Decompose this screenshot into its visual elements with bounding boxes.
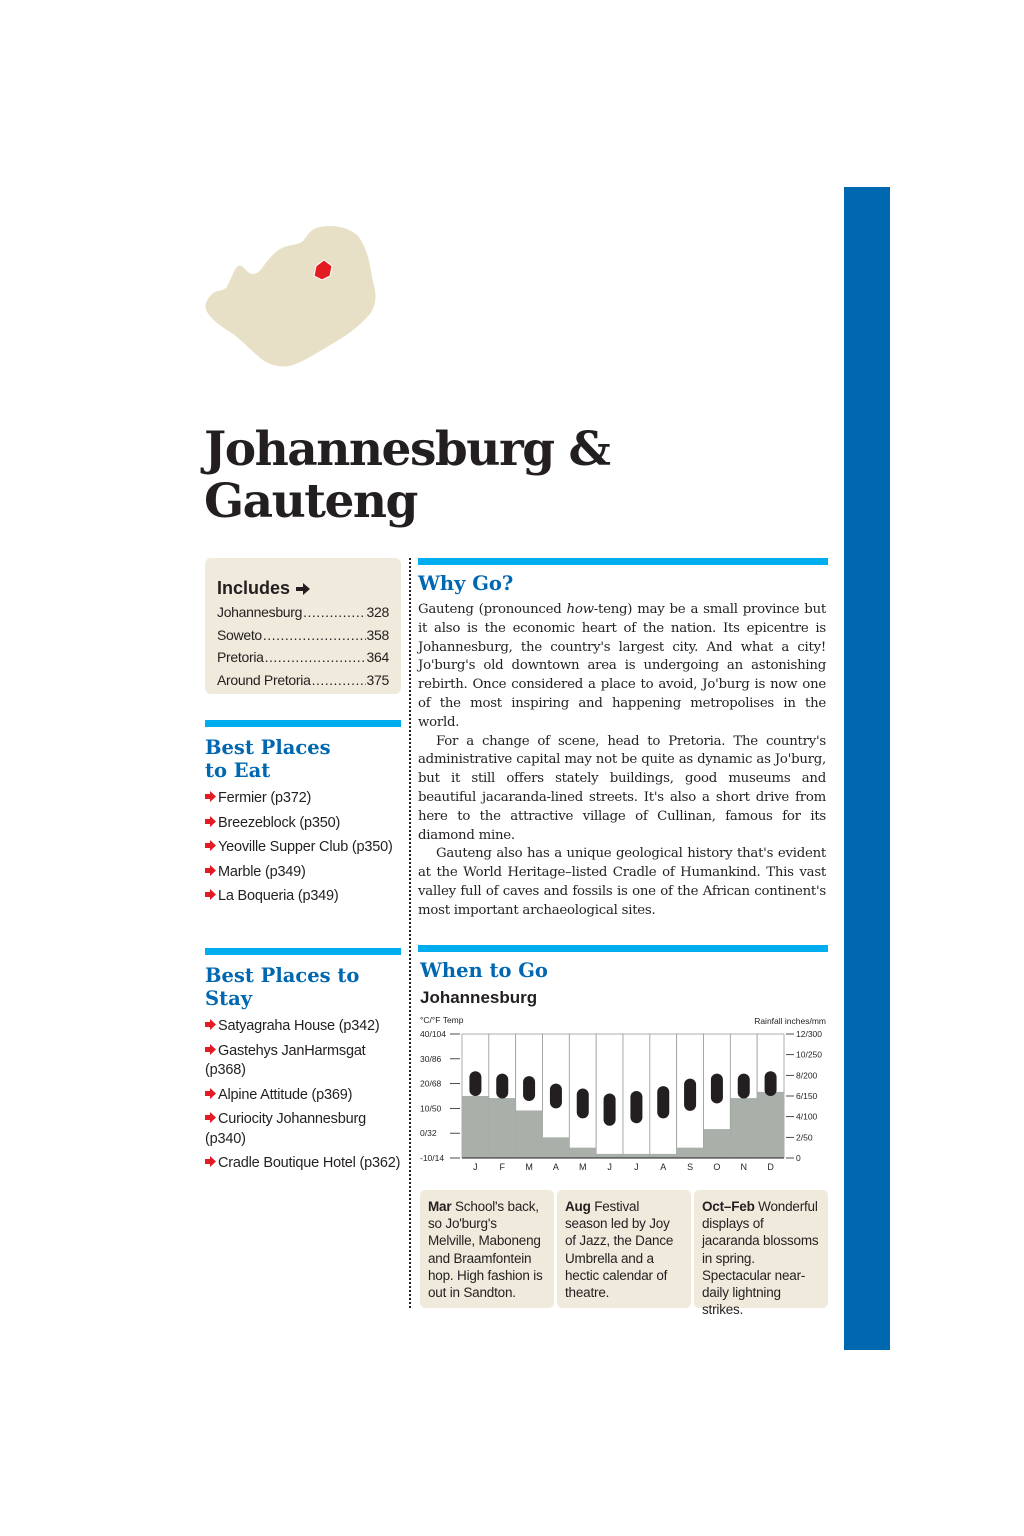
stay-item-label: Curiocity Johannesburg (p340) [205, 1111, 366, 1147]
includes-item-name: Soweto [217, 626, 262, 643]
includes-item-name: Pretoria [217, 649, 264, 665]
stay-heading-line-1: Best Places to [205, 964, 360, 987]
tip-text: School's back, so Jo'burg's Melville, Maboneng and Braamfontein hop. High fashion is out in Sandton. [428, 1199, 543, 1301]
why-go-text [418, 601, 826, 921]
left-tick-label: 0/32 [420, 1128, 437, 1139]
month-label: O [713, 1162, 721, 1172]
eat-heading [205, 736, 331, 782]
eat-list-item[interactable] [205, 838, 401, 858]
left-tick-label: 40/104 [420, 1029, 446, 1039]
red-arrow-icon [205, 1044, 216, 1055]
temp-range-bar [711, 1074, 723, 1104]
eat-list-item[interactable] [205, 814, 401, 834]
includes-item-page: 328 [366, 604, 389, 620]
temp-range-bar [657, 1086, 669, 1118]
stay-item-label: Alpine Attitude (p369) [218, 1086, 353, 1103]
eat-item-label: Breezeblock (p350) [218, 814, 341, 831]
eat-item-label: Yeoville Supper Club (p350) [218, 839, 393, 855]
when-to-go-rule [418, 945, 828, 952]
rainfall-bar [730, 1098, 757, 1158]
why-go-rule [418, 558, 828, 565]
chapter-side-tab [844, 187, 890, 1350]
temp-range-bar [469, 1071, 481, 1096]
stay-heading-line-2: Stay [205, 987, 253, 1010]
right-tick-label: 6/150 [796, 1091, 818, 1101]
includes-heading-text: Includes [217, 578, 291, 598]
includes-box [205, 558, 401, 694]
includes-item[interactable] [217, 601, 389, 624]
column-divider [409, 558, 411, 1308]
rainfall-bar [543, 1137, 570, 1158]
tip-text: Festival season led by Joy of Jazz, the Dance Umbrella and a hectic calendar of theatre. [565, 1199, 674, 1301]
temp-range-bar [630, 1091, 642, 1123]
includes-item[interactable] [217, 646, 389, 669]
south-africa-map [200, 222, 385, 372]
climate-city-label: Johannesburg [420, 988, 538, 1007]
tip-month: Mar [428, 1199, 452, 1214]
month-label: M [579, 1162, 587, 1172]
stay-list-item[interactable] [205, 1017, 401, 1037]
stay-list-item[interactable] [205, 1110, 401, 1149]
month-label: M [525, 1162, 533, 1172]
temp-range-bar [604, 1094, 616, 1126]
when-tip [420, 1190, 554, 1308]
eat-item-label: La Boqueria (p349) [218, 888, 339, 904]
includes-list [217, 601, 389, 691]
dot-leader [263, 624, 366, 647]
rainfall-bar [650, 1154, 677, 1158]
tip-month: Oct–Feb [702, 1199, 755, 1214]
right-tick-label: 0 [796, 1153, 801, 1163]
when-tip [557, 1190, 691, 1308]
dot-leader [265, 646, 366, 669]
rainfall-bar [704, 1129, 731, 1158]
eat-item-label: Marble (p349) [218, 863, 306, 880]
why-go-paragraph-3: Gauteng also has a unique geological history that's evident at the World Heritage–listed Cradle of Humankind. This vast valley full of caves and fossils is one of the African continent's most important archaeological sites. [418, 846, 826, 918]
tip-month: Aug [565, 1199, 591, 1214]
when-to-go-tips [420, 1190, 828, 1318]
eat-item-label: Fermier (p372) [218, 790, 312, 806]
right-tick-label: 12/300 [796, 1029, 822, 1039]
month-label: J [607, 1162, 612, 1172]
temp-range-bar [523, 1076, 535, 1101]
tip-text: Wonderful displays of jacaranda blossoms in spring. Spectacular near-daily lightning strikes. [702, 1199, 819, 1318]
stay-list [205, 1017, 401, 1179]
right-tick-label: 10/250 [796, 1049, 822, 1060]
left-tick-label: 30/86 [420, 1053, 442, 1064]
rainfall-bar [489, 1098, 516, 1158]
month-label: J [473, 1162, 478, 1172]
rainfall-bar [596, 1154, 623, 1158]
includes-item[interactable] [217, 624, 389, 647]
why-go-paragraph-2: For a change of scene, head to Pretoria. The country's administrative capital may not be quite as dynamic as Jo'burg, but it still offers stately buildings, good museums and beautiful jacaranda-lined streets. It's also a short drive from here to the attractive village of Cullinan, famous for its diamond mine. [418, 733, 826, 843]
red-arrow-icon [205, 1112, 216, 1123]
temp-range-bar [684, 1079, 696, 1111]
stay-heading [205, 964, 359, 1010]
stay-list-item[interactable] [205, 1086, 401, 1106]
rainfall-bar [462, 1096, 489, 1158]
includes-item-page: 364 [366, 649, 389, 665]
temp-range-bar [550, 1084, 562, 1109]
right-tick-label: 2/50 [796, 1132, 813, 1143]
when-to-go-heading: When to Go [420, 959, 548, 982]
left-axis-title: °C/°F Temp [420, 1015, 464, 1025]
month-label: S [687, 1162, 694, 1172]
includes-heading [217, 578, 389, 599]
red-arrow-icon [205, 791, 216, 802]
rainfall-bar [757, 1092, 784, 1158]
rainfall-bar [677, 1148, 704, 1158]
red-arrow-icon [205, 1019, 216, 1030]
red-arrow-icon [205, 840, 216, 851]
right-axis-title: Rainfall inches/mm [754, 1016, 826, 1026]
stay-list-item[interactable] [205, 1042, 401, 1081]
month-label: J [634, 1162, 639, 1172]
arrow-right-icon [296, 583, 310, 595]
title-line-1: Johannesburg & [204, 422, 610, 477]
stay-item-label: Satyagraha House (p342) [218, 1018, 380, 1034]
why-go-heading: Why Go? [418, 572, 514, 595]
eat-heading-line-1: Best Places [205, 736, 331, 759]
right-tick-label: 8/200 [796, 1070, 818, 1081]
left-tick-label: 20/68 [420, 1078, 442, 1089]
temp-range-bar [577, 1089, 589, 1119]
dot-leader [312, 669, 366, 692]
temp-range-bar [765, 1071, 777, 1096]
month-label: F [499, 1162, 505, 1172]
title-line-2: Gauteng [204, 474, 417, 529]
red-arrow-icon [205, 889, 216, 900]
red-arrow-icon [205, 865, 216, 876]
eat-list [205, 789, 401, 912]
month-label: D [767, 1162, 774, 1172]
includes-item-page: 358 [366, 626, 389, 643]
month-label: A [660, 1162, 667, 1172]
rainfall-bar [516, 1110, 543, 1158]
eat-heading-line-2: to Eat [205, 759, 271, 782]
why-go-paragraph-1: Gauteng (pronounced how-teng) may be a small province but it also is the economic heart of the nation. Its epicentre is Johannesburg, the country's largest city. And what a city! Jo'burg's old downtown area is undergoing an astonishing rebirth. Once considered a place to avoid, Jo'burg is now one of the most inspiring and happening metropolises in the world. [418, 602, 826, 730]
eat-list-item[interactable] [205, 789, 401, 809]
eat-section-rule [205, 720, 401, 727]
temp-range-bar [738, 1074, 750, 1099]
month-label: A [552, 1162, 559, 1172]
stay-list-item[interactable] [205, 1154, 401, 1174]
temp-range-bar [496, 1074, 508, 1099]
red-arrow-icon [205, 816, 216, 827]
eat-list-item[interactable] [205, 863, 401, 883]
rainfall-bar [623, 1154, 650, 1158]
page-title [204, 424, 609, 528]
eat-list-item[interactable] [205, 887, 401, 907]
dot-leader [303, 601, 365, 624]
includes-item-page: 375 [366, 671, 389, 688]
month-label: N [740, 1162, 747, 1172]
right-tick-label: 4/100 [796, 1111, 818, 1122]
red-arrow-icon [205, 1088, 216, 1099]
includes-item-name: Around Pretoria [217, 671, 311, 688]
red-arrow-icon [205, 1156, 216, 1167]
when-tip [694, 1190, 828, 1318]
left-tick-label: -10/14 [420, 1153, 445, 1163]
stay-item-label: Gastehys JanHarmsgat (p368) [205, 1042, 366, 1078]
includes-item-name: Johannesburg [217, 604, 303, 620]
includes-item[interactable] [217, 669, 389, 692]
stay-item-label: Cradle Boutique Hotel (p362) [218, 1155, 401, 1171]
rainfall-bar [569, 1148, 596, 1158]
left-tick-label: 10/50 [420, 1103, 442, 1114]
stay-section-rule [205, 948, 401, 955]
climate-chart [418, 1014, 828, 1176]
